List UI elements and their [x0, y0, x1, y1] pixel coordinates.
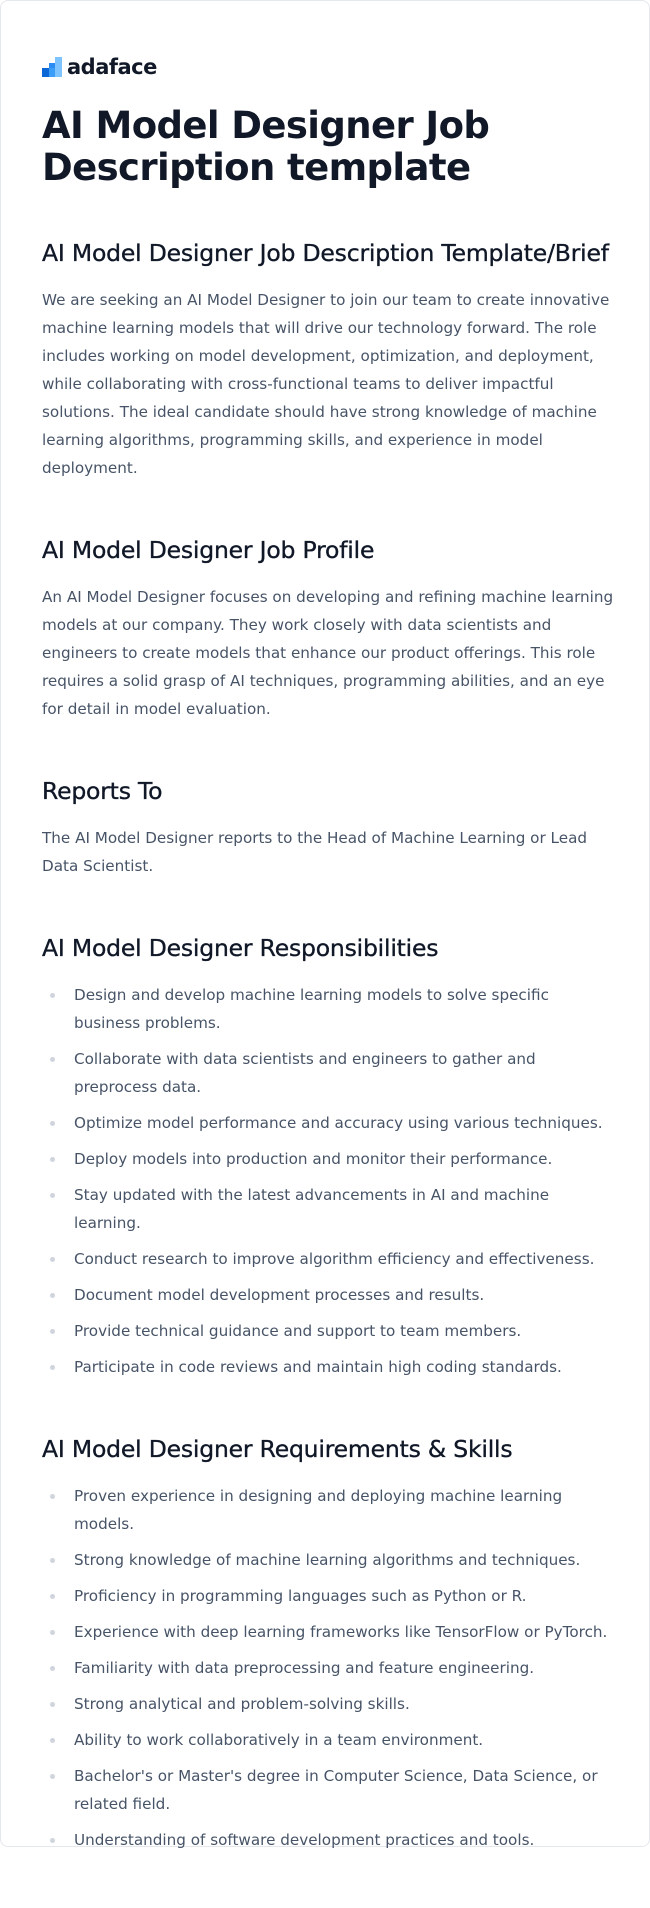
- list-item: Proficiency in programming languages such as Python or R.: [42, 1582, 614, 1610]
- brand-logo[interactable]: [42, 54, 157, 80]
- list-item: Experience with deep learning frameworks like TensorFlow or PyTorch.: [42, 1618, 614, 1646]
- list-item: Deploy models into production and monitor their performance.: [42, 1145, 614, 1173]
- brief-section: [42, 239, 614, 482]
- list-item: Document model development processes and results.: [42, 1281, 614, 1309]
- responsibilities-section: [42, 934, 614, 1381]
- list-item: Design and develop machine learning models to solve specific business problems.: [42, 981, 614, 1037]
- reports-to-text: The AI Model Designer reports to the Head of Machine Learning or Lead Data Scientist.: [42, 829, 588, 875]
- requirements-section: [42, 1435, 614, 1854]
- profile-section: [42, 536, 614, 723]
- list-item: Strong analytical and problem-solving skills.: [42, 1690, 614, 1718]
- list-item: Understanding of software development practices and tools.: [42, 1826, 614, 1854]
- bar-steps-icon: [42, 57, 62, 77]
- page-title: AI Model Designer Job Description template: [42, 104, 490, 189]
- list-item: Proven experience in designing and deploying machine learning models.: [42, 1482, 614, 1538]
- profile-heading: AI Model Designer Job Profile: [42, 536, 375, 564]
- list-item: Collaborate with data scientists and engineers to gather and preprocess data.: [42, 1045, 614, 1101]
- brief-text: We are seeking an AI Model Designer to join our team to create innovative machine learning models that will drive our technology forward. The role includes working on model development, optimization, and deployment, while collaborating with cross-functional teams to deliver impactful solutions. The ideal candidate should have strong knowledge of machine learning algorithms, programming skills, and experience in model deployment.: [42, 291, 610, 477]
- list-item: Optimize model performance and accuracy using various techniques.: [42, 1109, 614, 1137]
- requirements-list: [42, 1482, 614, 1854]
- responsibilities-heading: AI Model Designer Responsibilities: [42, 934, 439, 962]
- list-item: Familiarity with data preprocessing and feature engineering.: [42, 1654, 614, 1682]
- responsibilities-list: [42, 981, 614, 1381]
- article-body: [42, 239, 614, 1908]
- list-item: Ability to work collaboratively in a team environment.: [42, 1726, 614, 1754]
- list-item: Provide technical guidance and support to team members.: [42, 1317, 614, 1345]
- requirements-heading: AI Model Designer Requirements & Skills: [42, 1435, 513, 1463]
- profile-text: An AI Model Designer focuses on developing and refining machine learning models at our company. They work closely with data scientists and engineers to create models that enhance our product offerings. This role requires a solid grasp of AI techniques, programming abilities, and an eye for detail in model evaluation.: [42, 588, 614, 718]
- list-item: Strong knowledge of machine learning algorithms and techniques.: [42, 1546, 614, 1574]
- reports-to-section: [42, 777, 614, 880]
- brief-heading: AI Model Designer Job Description Template/Brief: [42, 239, 609, 267]
- list-item: Stay updated with the latest advancements in AI and machine learning.: [42, 1181, 614, 1237]
- brand-name: adaface: [67, 55, 157, 79]
- list-item: Bachelor's or Master's degree in Computer Science, Data Science, or related field.: [42, 1762, 614, 1818]
- list-item: Participate in code reviews and maintain high coding standards.: [42, 1353, 614, 1381]
- list-item: Conduct research to improve algorithm efficiency and effectiveness.: [42, 1245, 614, 1273]
- reports-to-heading: Reports To: [42, 777, 163, 805]
